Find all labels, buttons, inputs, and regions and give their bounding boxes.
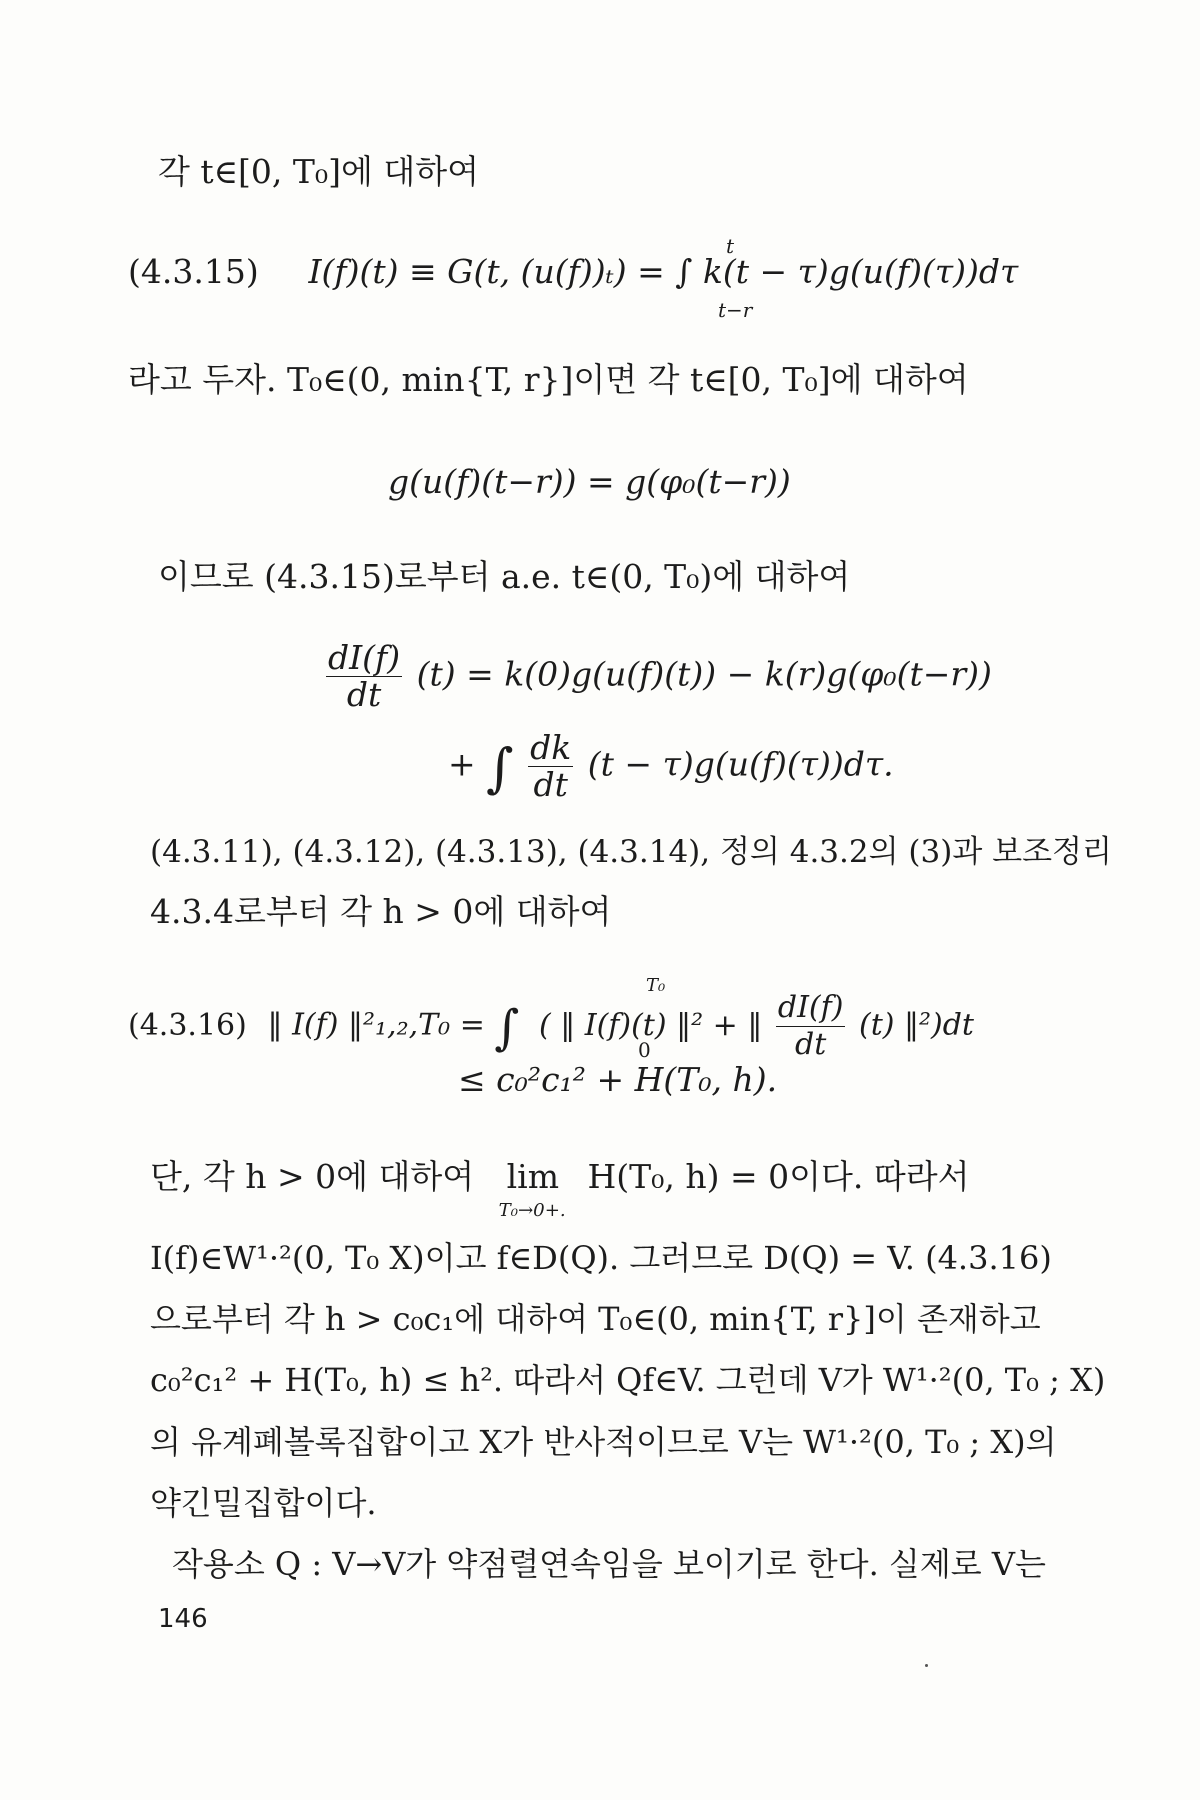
norm-middle: ( ‖ I(f)(t) ‖² + ‖ (538, 1007, 763, 1043)
text-line-1: 각 t∈[0, T₀]에 대하여 (158, 152, 480, 191)
equation-number: (4.3.16) (128, 1007, 247, 1043)
fraction-numerator: dk (530, 728, 572, 767)
integral-upper-limit: T₀ (646, 975, 666, 996)
integral-lower-limit: t−r (718, 298, 753, 322)
derivative-rhs-2: (t − τ)g(u(f)(τ))dτ. (587, 744, 894, 784)
norm-tail: (t) ‖²)dt (859, 1007, 974, 1043)
equation-number: (4.3.15) (128, 252, 259, 291)
text-line-15: c₀²c₁² + H(T₀, h) ≤ h². 따라서 Qf∈V. 그런데 V가 W¹·²(0, T₀ ; X) (150, 1361, 1106, 1399)
text-line-16: 의 유계폐볼록집합이고 X가 반사적이므로 V는 W¹·²(0, T₀ ; X)의 (150, 1423, 1057, 1461)
integral-sign: ∫ (494, 1000, 520, 1057)
text-part-b: H(T₀, h) = 0이다. 따라서 (587, 1157, 970, 1196)
equation-4-3-16 (128, 975, 974, 1063)
lim-subscript: T₀→0+. (498, 1200, 566, 1221)
fraction-denominator: dt (346, 675, 382, 714)
equation-4-3-16-bound: ≤ c₀²c₁² + H(T₀, h). (458, 1060, 778, 1099)
plus-sign: + (448, 744, 476, 784)
text-line-12 (150, 1155, 970, 1221)
scan-speck (925, 1664, 928, 1667)
page-number: 146 (158, 1604, 208, 1634)
fraction-numerator: dI(f) (328, 638, 401, 677)
centered-equation: g(u(f)(t−r)) = g(φ₀(t−r)) (388, 462, 791, 501)
norm-lhs: ‖ I(f) ‖²₁,₂,T₀ = (267, 1007, 485, 1043)
fraction-numerator: dI(f) (777, 990, 844, 1025)
integral-lower-limit: 0 (638, 1038, 651, 1062)
text-line-5: 이므로 (4.3.15)로부터 a.e. t∈(0, T₀)에 대하여 (158, 557, 851, 596)
derivative-fraction (326, 640, 402, 713)
norm-fraction (776, 990, 846, 1063)
derivative-rhs: (t) = k(0)g(u(f)(t)) − k(r)g(φ₀(t−r)) (416, 654, 992, 694)
integral-upper-limit: t (726, 234, 735, 258)
equation-body: I(f)(t) ≡ G(t, (u(f))ₜ) = ∫ k(t − τ)g(u(f)(τ))dτ (308, 252, 1019, 291)
text-line-9: 4.3.4로부터 각 h > 0에 대하여 (150, 892, 612, 931)
equation-4-3-15 (128, 234, 1019, 322)
lim-label: lim (506, 1157, 560, 1196)
text-line-17: 약긴밀집합이다. (150, 1484, 377, 1522)
integral-sign: ∫ (486, 738, 514, 800)
derivative-equation-line-2 (448, 730, 894, 803)
text-part-a: 단, 각 h > 0에 대하여 (150, 1157, 475, 1196)
text-line-14: 으로부터 각 h > c₀c₁에 대하여 T₀∈(0, min{T, r}]이 존재하고 (150, 1300, 1041, 1338)
fraction-denominator: dt (795, 1027, 827, 1062)
text-line-8: (4.3.11), (4.3.12), (4.3.13), (4.3.14), 정의 4.3.2의 (3)과 보조정리 (150, 834, 1112, 870)
text-line-3: 라고 두자. T₀∈(0, min{T, r}]이면 각 t∈[0, T₀]에 대하여 (128, 360, 969, 399)
limit-expression (498, 1155, 566, 1221)
dk-fraction (528, 730, 573, 803)
fraction-denominator: dt (533, 765, 568, 804)
derivative-equation-line-1 (322, 640, 992, 713)
text-line-13: I(f)∈W¹·²(0, T₀ X)이고 f∈D(Q). 그러므로 D(Q) = V. (4.3.16) (150, 1239, 1052, 1277)
text-line-18: 작용소 Q : V→V가 약점렬연속임을 보이기로 한다. 실제로 V는 (172, 1545, 1046, 1583)
